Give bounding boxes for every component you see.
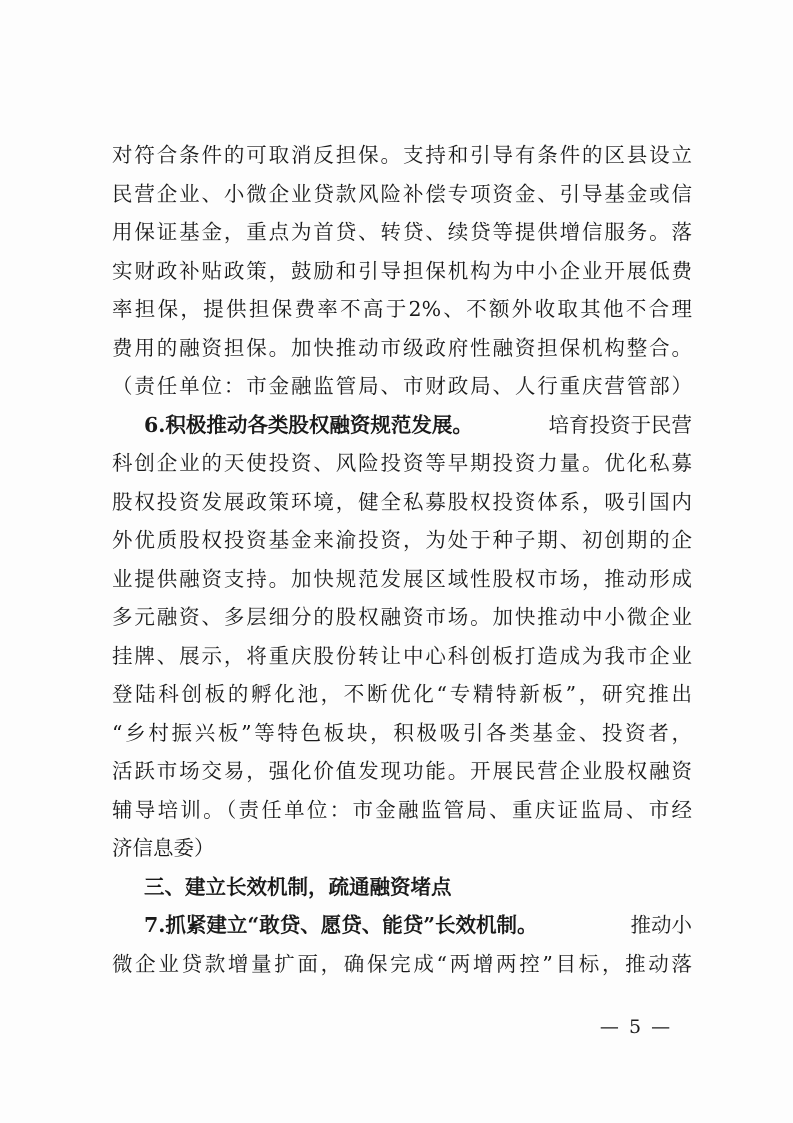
section-7-lead: 推动小 [630, 913, 692, 937]
section-6-heading: 6.积极推动各类股权融资规范发展。 [144, 412, 473, 437]
body-line: 济信息委） [112, 836, 215, 860]
body-line: “乡村振兴板”等特色板块，积极吸引各类基金、投资者， [112, 720, 692, 745]
body-line: 科创企业的天使投资、风险投资等早期投资力量。优化私募 [112, 451, 692, 475]
body-line: 登陆科创板的孵化池，不断优化“专精特新板”，研究推出 [112, 682, 692, 706]
body-line: 费用的融资担保。加快推动市级政府性融资担保机构整合。 [112, 335, 692, 360]
body-line: 用保证基金，重点为首贷、转贷、续贷等提供增信服务。落 [112, 220, 692, 244]
document-body [112, 136, 692, 983]
section-heading: 三、建立长效机制，疏通融资堵点 [144, 874, 452, 899]
section-6-lead: 培育投资于民营 [548, 412, 692, 437]
body-line: 对符合条件的可取消反担保。支持和引导有条件的区县设立 [112, 143, 692, 167]
section-7-first-line [112, 906, 692, 945]
body-line: 辅导培训。（责任单位：市金融监管局、重庆证监局、市经 [112, 797, 692, 822]
body-line: 实财政补贴政策，鼓励和引导担保机构为中小企业开展低费 [112, 258, 692, 283]
body-line: 多元融资、多层细分的股权融资市场。加快推动中小微企业 [112, 605, 692, 629]
body-line: 业提供融资支持。加快规范发展区域性股权市场，推动形成 [112, 566, 692, 591]
body-line: 民营企业、小微企业贷款风险补偿专项资金、引导基金或信 [112, 181, 692, 206]
body-line: （责任单位：市金融监管局、市财政局、人行重庆营管部） [112, 374, 692, 398]
body-line: 微企业贷款增量扩面，确保完成“两增两控”目标，推动落 [112, 951, 692, 976]
section-6-first-line [112, 406, 692, 445]
body-line: 活跃市场交易，强化价值发现功能。开展民营企业股权融资 [112, 759, 692, 783]
body-line: 外优质股权投资基金来渝投资，为处于种子期、初创期的企 [112, 528, 692, 552]
body-line: 挂牌、展示，将重庆股份转让中心科创板打造成为我市企业 [112, 643, 692, 668]
section-7-heading: 7.抓紧建立“敢贷、愿贷、能贷”长效机制。 [144, 913, 538, 937]
body-line: 股权投资发展政策环境，健全私募股权投资体系，吸引国内 [112, 489, 692, 514]
page-number: — 5 — [599, 1016, 673, 1038]
body-line: 率担保，提供担保费率不高于2%、不额外收取其他不合理 [112, 297, 692, 321]
